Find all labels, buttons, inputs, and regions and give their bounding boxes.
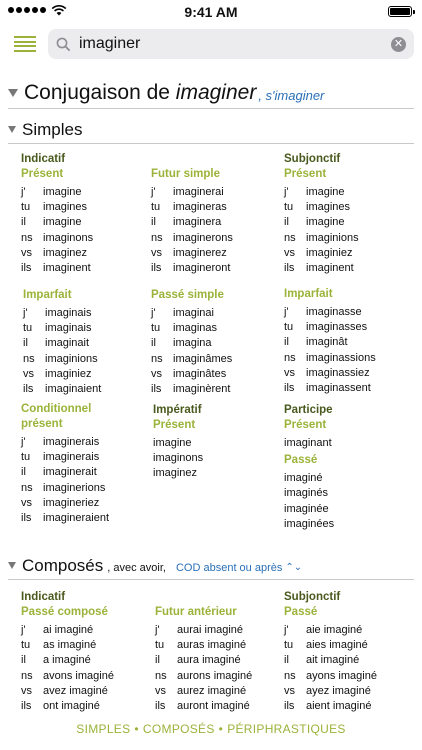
page-title: Conjugaison de imaginer (24, 80, 257, 104)
section-composes-header[interactable] (8, 552, 414, 580)
mood-label: Indicatif (21, 591, 66, 603)
pronoun: il (284, 216, 289, 229)
conjugation-title-row[interactable] (8, 77, 414, 109)
verb-form: aurai imaginé (177, 624, 244, 636)
verb-form: imagine (153, 437, 192, 449)
conjugation-row (21, 699, 114, 714)
conjugation-row (23, 306, 101, 321)
pronoun: ils (21, 511, 32, 524)
pronoun: ils (284, 699, 295, 712)
conjugation-row (21, 185, 93, 200)
pronoun: tu (151, 322, 161, 335)
conjugation-row (21, 684, 114, 699)
conjugation-row (284, 623, 377, 638)
pronoun: tu (155, 639, 165, 652)
pronoun: ils (21, 261, 32, 274)
verb-form: ai imaginé (43, 624, 94, 636)
verb-form: imagines (43, 201, 88, 214)
pronoun: ils (151, 261, 162, 274)
verb-form: imagineraient (43, 511, 110, 524)
conjugation-row (21, 246, 93, 261)
tense-label: Passé (284, 606, 318, 618)
verb-form: imaginons (153, 452, 204, 465)
conjugation-row (21, 481, 109, 496)
pronoun: ns (21, 481, 33, 494)
pronoun: vs (155, 684, 166, 697)
pronoun: ns (284, 231, 296, 244)
conjugation-row (23, 321, 101, 336)
conjugation-row (151, 321, 232, 336)
indicatif-present-block (21, 152, 93, 276)
pronoun: tu (284, 321, 294, 334)
verb-form: aura imaginé (177, 654, 241, 667)
auxiliary-note: , avec avoir, (107, 561, 166, 574)
conjugation-row (284, 231, 359, 246)
conjugation-row (284, 638, 377, 653)
verb-form: imaginâmes (173, 352, 233, 365)
futur-simple-block (151, 167, 233, 276)
conjugation-row (21, 638, 114, 653)
verb-form: imaginait (45, 337, 90, 350)
pronoun: vs (21, 684, 32, 697)
tense-label: Imparfait (284, 288, 333, 300)
conjugation-row (21, 669, 114, 684)
verb-form: imaginaient (45, 382, 102, 395)
verb-form: auront imaginé (177, 699, 250, 712)
pronoun: il (155, 654, 160, 667)
verb-form: imaginerons (173, 231, 233, 244)
participe-present-form: imaginant (284, 437, 332, 449)
pronoun: tu (21, 639, 31, 652)
pronoun: ns (151, 231, 163, 244)
pronoun: j' (284, 186, 289, 198)
battery-icon (388, 6, 412, 17)
verb-form: aurez imaginé (177, 684, 247, 697)
verb-form: imaginassions (306, 351, 376, 364)
up-down-chevron-icon[interactable]: ⌃⌄ (285, 562, 303, 573)
pronoun: ils (151, 382, 162, 395)
verb-form: ait imaginé (306, 654, 360, 667)
tense-label: Imparfait (23, 289, 72, 301)
bottom-nav (0, 722, 422, 750)
conjugation-row (151, 306, 232, 321)
verb-form: imaginés (284, 487, 329, 500)
pronoun: j' (151, 307, 156, 319)
conjugation-row (151, 185, 233, 200)
tense-label: Futur antérieur (155, 606, 237, 618)
conjugation-row (284, 351, 376, 366)
pronoun: il (284, 654, 289, 667)
conjugation-row (21, 496, 109, 511)
pronominal-link[interactable]: , s'imaginer (258, 88, 325, 103)
mood-label: Conditionnel (21, 403, 92, 415)
pronoun: vs (284, 684, 295, 697)
verb-form: imaginai (173, 307, 214, 319)
section-title-simples: Simples (22, 119, 83, 139)
subjonctif-passe-block (284, 590, 377, 714)
verb-form: imagina (173, 337, 212, 350)
status-time: 9:41 AM (184, 4, 238, 20)
verb-form: imaginerais (43, 436, 100, 448)
verb-form: imagine (43, 216, 82, 229)
verb-form: imaginâtes (173, 367, 227, 380)
pronoun: il (151, 337, 156, 350)
verb-form: imagineriez (43, 496, 100, 509)
section-title-composes: Composés (22, 555, 104, 575)
conjugation-row (21, 261, 93, 276)
section-simples-header[interactable] (8, 116, 414, 144)
verb-form: imaginiez (45, 367, 92, 380)
pronoun: ns (155, 669, 167, 682)
pronoun: il (21, 216, 26, 229)
verb-form: imaginée (284, 502, 329, 515)
verb-form: a imaginé (43, 654, 91, 667)
verb-form: imaginera (173, 216, 222, 229)
conjugation-row (151, 352, 232, 367)
conjugation-row (284, 246, 359, 261)
verb-form: imaginerez (173, 246, 227, 259)
subjonctif-imparfait-block (284, 287, 376, 396)
nav-periphrastiques[interactable]: PÉRIPHRASTIQUES (227, 722, 346, 736)
conjugation-row (21, 511, 109, 526)
verb-form: imaginassiez (306, 366, 370, 379)
verb-form: imaginez (43, 246, 88, 259)
nav-simples[interactable]: SIMPLES (76, 722, 131, 736)
conjugation-row (284, 366, 376, 381)
verb-form: imagines (306, 201, 351, 214)
collapse-triangle-icon[interactable] (8, 562, 16, 569)
pronoun: vs (23, 367, 34, 380)
passe-compose-block (21, 590, 114, 714)
conjugation-row (284, 381, 376, 396)
conjugation-row (151, 200, 233, 215)
pronoun: j' (151, 186, 156, 198)
conjugation-row (151, 336, 232, 351)
pronoun: ns (23, 352, 35, 365)
participe-block (284, 403, 334, 532)
pronoun: ils (155, 699, 166, 712)
verb-form: ayez imaginé (306, 684, 371, 697)
pronoun: il (23, 337, 28, 350)
pronoun: vs (284, 246, 295, 259)
tense-label: Futur simple (151, 168, 221, 180)
nav-separator: • (218, 722, 224, 736)
tense-label: Présent (284, 168, 327, 180)
verb-form: imaginé (284, 472, 323, 485)
search-row (0, 22, 422, 66)
verb-form: imaginions (45, 352, 98, 365)
tense-label: Présent (21, 168, 64, 180)
conjugation-row (284, 699, 377, 714)
verb-form: imaginèrent (173, 382, 231, 395)
conjugation-row (284, 653, 377, 668)
nav-separator: • (134, 722, 139, 736)
verb-form: ont imaginé (43, 699, 100, 712)
pronoun: j' (21, 624, 26, 636)
pronoun: ils (21, 699, 32, 712)
tense-label: Passé (284, 454, 318, 467)
mood-label: Subjonctif (284, 153, 341, 165)
search-icon (56, 37, 71, 52)
conjugation-row (151, 382, 232, 397)
conjugation-row (284, 684, 377, 699)
verb-form: aient imaginé (306, 699, 372, 712)
verb-form: imaginent (306, 261, 354, 274)
conjugation-row (21, 435, 109, 450)
conjugation-row (284, 200, 359, 215)
pronoun: ils (284, 261, 295, 274)
pronoun: vs (151, 246, 162, 259)
conjugation-row (23, 352, 101, 367)
pronoun: vs (21, 246, 32, 259)
imperatif-block (153, 403, 203, 482)
pronoun: ns (284, 669, 296, 682)
verb-form: imaginasse (306, 306, 362, 318)
pronoun: j' (21, 436, 26, 448)
pronoun: ils (23, 382, 34, 395)
verb-form: imagine (306, 186, 345, 198)
conjugation-row (284, 215, 359, 230)
verb-form: ayons imaginé (306, 669, 377, 682)
tense-label: Passé simple (151, 289, 224, 301)
verb-form: as imaginé (43, 639, 97, 652)
conjugation-row (151, 231, 233, 246)
verb-form: imaginons (43, 231, 94, 244)
mood-label: Participe (284, 404, 333, 416)
pronoun: tu (284, 201, 294, 214)
status-bar (0, 0, 422, 22)
verb-form: imagine (306, 216, 345, 229)
search-box[interactable] (48, 29, 414, 59)
pronoun: j' (284, 624, 289, 636)
pronoun: vs (151, 367, 162, 380)
conjugation-row (151, 367, 232, 382)
verb-form: imaginez (153, 467, 198, 480)
conjugation-row (151, 261, 233, 276)
conjugation-row (21, 450, 109, 465)
pronoun: ns (21, 669, 33, 682)
subjonctif-present-block (284, 152, 359, 276)
pronoun: ns (21, 231, 33, 244)
search-input[interactable] (79, 35, 383, 53)
pronoun: tu (284, 639, 294, 652)
mood-label: Indicatif (21, 153, 66, 165)
collapse-triangle-icon[interactable] (8, 126, 16, 133)
conjugation-row (21, 215, 93, 230)
verb-form: avez imaginé (43, 684, 108, 697)
conjugation-row (284, 320, 376, 335)
mood-label: Subjonctif (284, 591, 341, 603)
conjugation-row (21, 465, 109, 480)
tense-label: Présent (284, 419, 327, 431)
verb-form: aie imaginé (306, 624, 363, 636)
tense-label: Présent (153, 419, 196, 431)
conjugation-row (284, 305, 376, 320)
conjugation-row (284, 669, 377, 684)
conjugation-row (21, 653, 114, 668)
verb-form: aies imaginé (306, 639, 368, 652)
tense-label: Passé composé (21, 606, 108, 618)
conjugation-row (155, 684, 252, 699)
verb-form: imaginais (45, 322, 92, 335)
conjugation-row (155, 669, 252, 684)
tense-label: présent (21, 418, 63, 430)
conjugation-row (23, 367, 101, 382)
conjugation-row (284, 185, 359, 200)
verb-form: imaginassent (306, 381, 371, 394)
pronoun: tu (21, 451, 31, 464)
pronoun: ils (284, 381, 295, 394)
verb-form: imaginerait (43, 466, 97, 479)
verb-form: imaginas (173, 322, 218, 335)
pronoun: tu (21, 201, 31, 214)
conjugation-row (23, 336, 101, 351)
futur-anterieur-block (155, 605, 252, 714)
conjugation-row (21, 623, 114, 638)
nav-composes[interactable]: COMPOSÉS (142, 722, 215, 736)
pronoun: tu (151, 201, 161, 214)
pronoun: j' (155, 624, 160, 636)
verb-form: imaginerais (43, 451, 100, 464)
verb-form: imaginais (45, 307, 92, 319)
conjugation-row (284, 261, 359, 276)
pronoun: il (151, 216, 156, 229)
verb-form: imaginât (306, 336, 348, 349)
cod-option-link[interactable]: COD absent ou après (175, 561, 283, 574)
conjugation-row (155, 638, 252, 653)
collapse-triangle-icon[interactable] (8, 89, 18, 97)
verb-form: imaginasses (306, 321, 368, 334)
verb-form: imaginent (43, 261, 91, 274)
verb-form: imaginiez (306, 246, 353, 259)
verb-form: imagineront (173, 261, 231, 274)
pronoun: ns (284, 351, 296, 364)
conjugation-row (155, 653, 252, 668)
pronoun: il (21, 466, 26, 479)
passe-simple-block (151, 288, 232, 397)
mood-label: Impératif (153, 404, 202, 416)
pronoun: j' (23, 307, 28, 319)
conjugation-row (21, 231, 93, 246)
pronoun: j' (284, 306, 289, 318)
verb-form: auras imaginé (177, 639, 247, 652)
verb-form: avons imaginé (43, 669, 114, 682)
pronoun: vs (284, 366, 295, 379)
clear-search-icon[interactable]: ✕ (391, 37, 406, 52)
pronoun: tu (23, 322, 33, 335)
pronoun: vs (21, 496, 32, 509)
conjugation-row (155, 623, 252, 638)
conjugation-row (284, 335, 376, 350)
verb-form: imaginerai (173, 186, 224, 198)
conjugation-row (151, 215, 233, 230)
verb-form: aurons imaginé (177, 669, 253, 682)
conjugation-row (21, 200, 93, 215)
pronoun: ns (151, 352, 163, 365)
pronoun: il (284, 336, 289, 349)
pronoun: il (21, 654, 26, 667)
conjugation-row (155, 699, 252, 714)
verb-form: imaginées (284, 517, 335, 530)
pronoun: j' (21, 186, 26, 198)
verb-form: imagine (43, 186, 82, 198)
verb-form: imagineras (173, 201, 227, 214)
hamburger-menu-icon[interactable] (14, 36, 36, 52)
verb-form: imaginions (306, 231, 359, 244)
conditionnel-block (21, 402, 109, 526)
imparfait-block (23, 288, 101, 397)
verb-form: imaginerions (43, 481, 106, 494)
conjugation-row (23, 382, 101, 397)
conjugation-row (151, 246, 233, 261)
